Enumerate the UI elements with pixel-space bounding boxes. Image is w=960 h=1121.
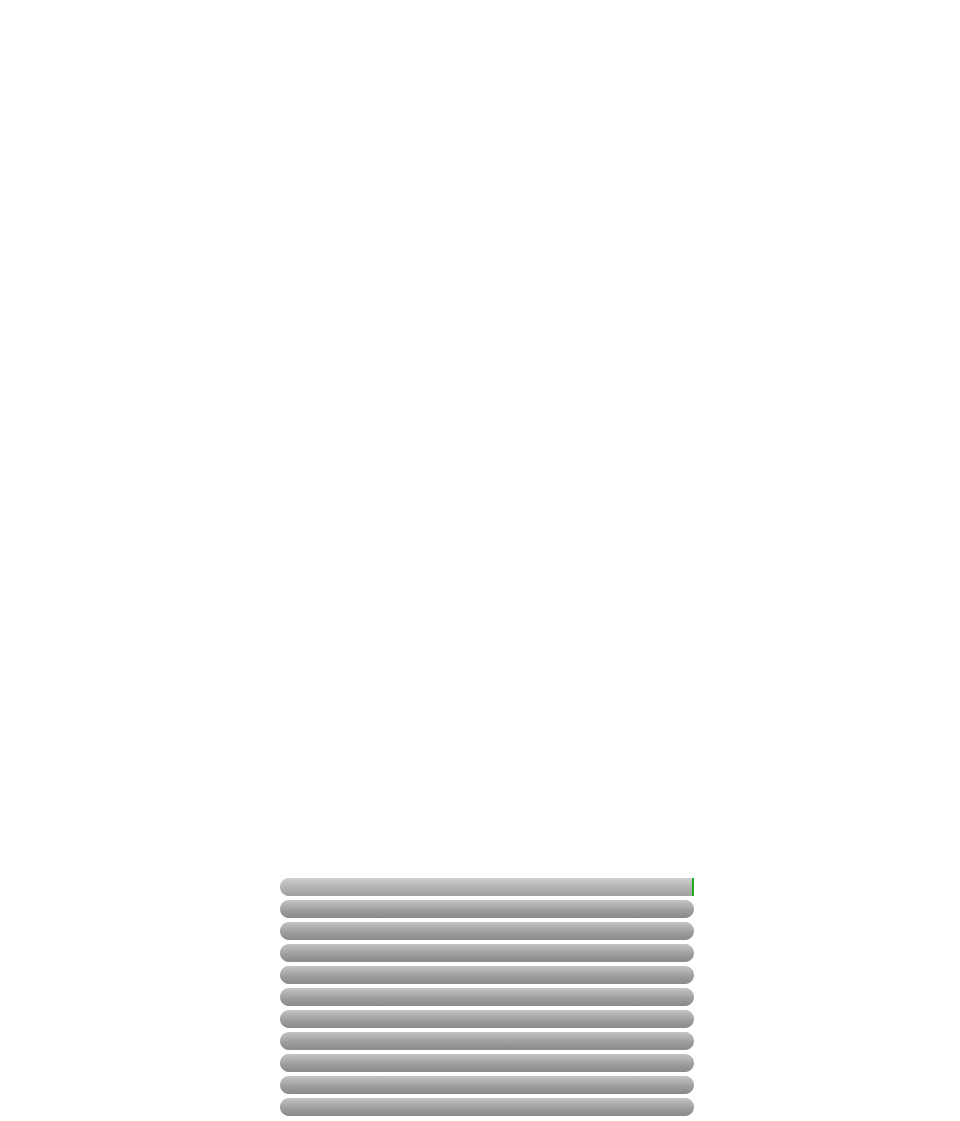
layer-muotti (280, 1098, 694, 1116)
layer-jne-2 (280, 922, 694, 940)
safety-section (143, 225, 943, 238)
layer-irrotusaine (280, 1054, 694, 1072)
layer-jne-1 (280, 900, 694, 918)
layer-lasikuitulujite-1 (280, 944, 694, 962)
laminate-layer-stack (280, 878, 694, 1120)
layer-vaha (280, 1076, 694, 1094)
layer-lasikuitulujite-2 (280, 988, 694, 1006)
layer-polyesterihartsi-2 (280, 1010, 694, 1028)
layer-polyesterihartsi-1 (280, 966, 694, 984)
layer-gelcoat (280, 1032, 694, 1050)
layer-topcoat (280, 878, 694, 896)
